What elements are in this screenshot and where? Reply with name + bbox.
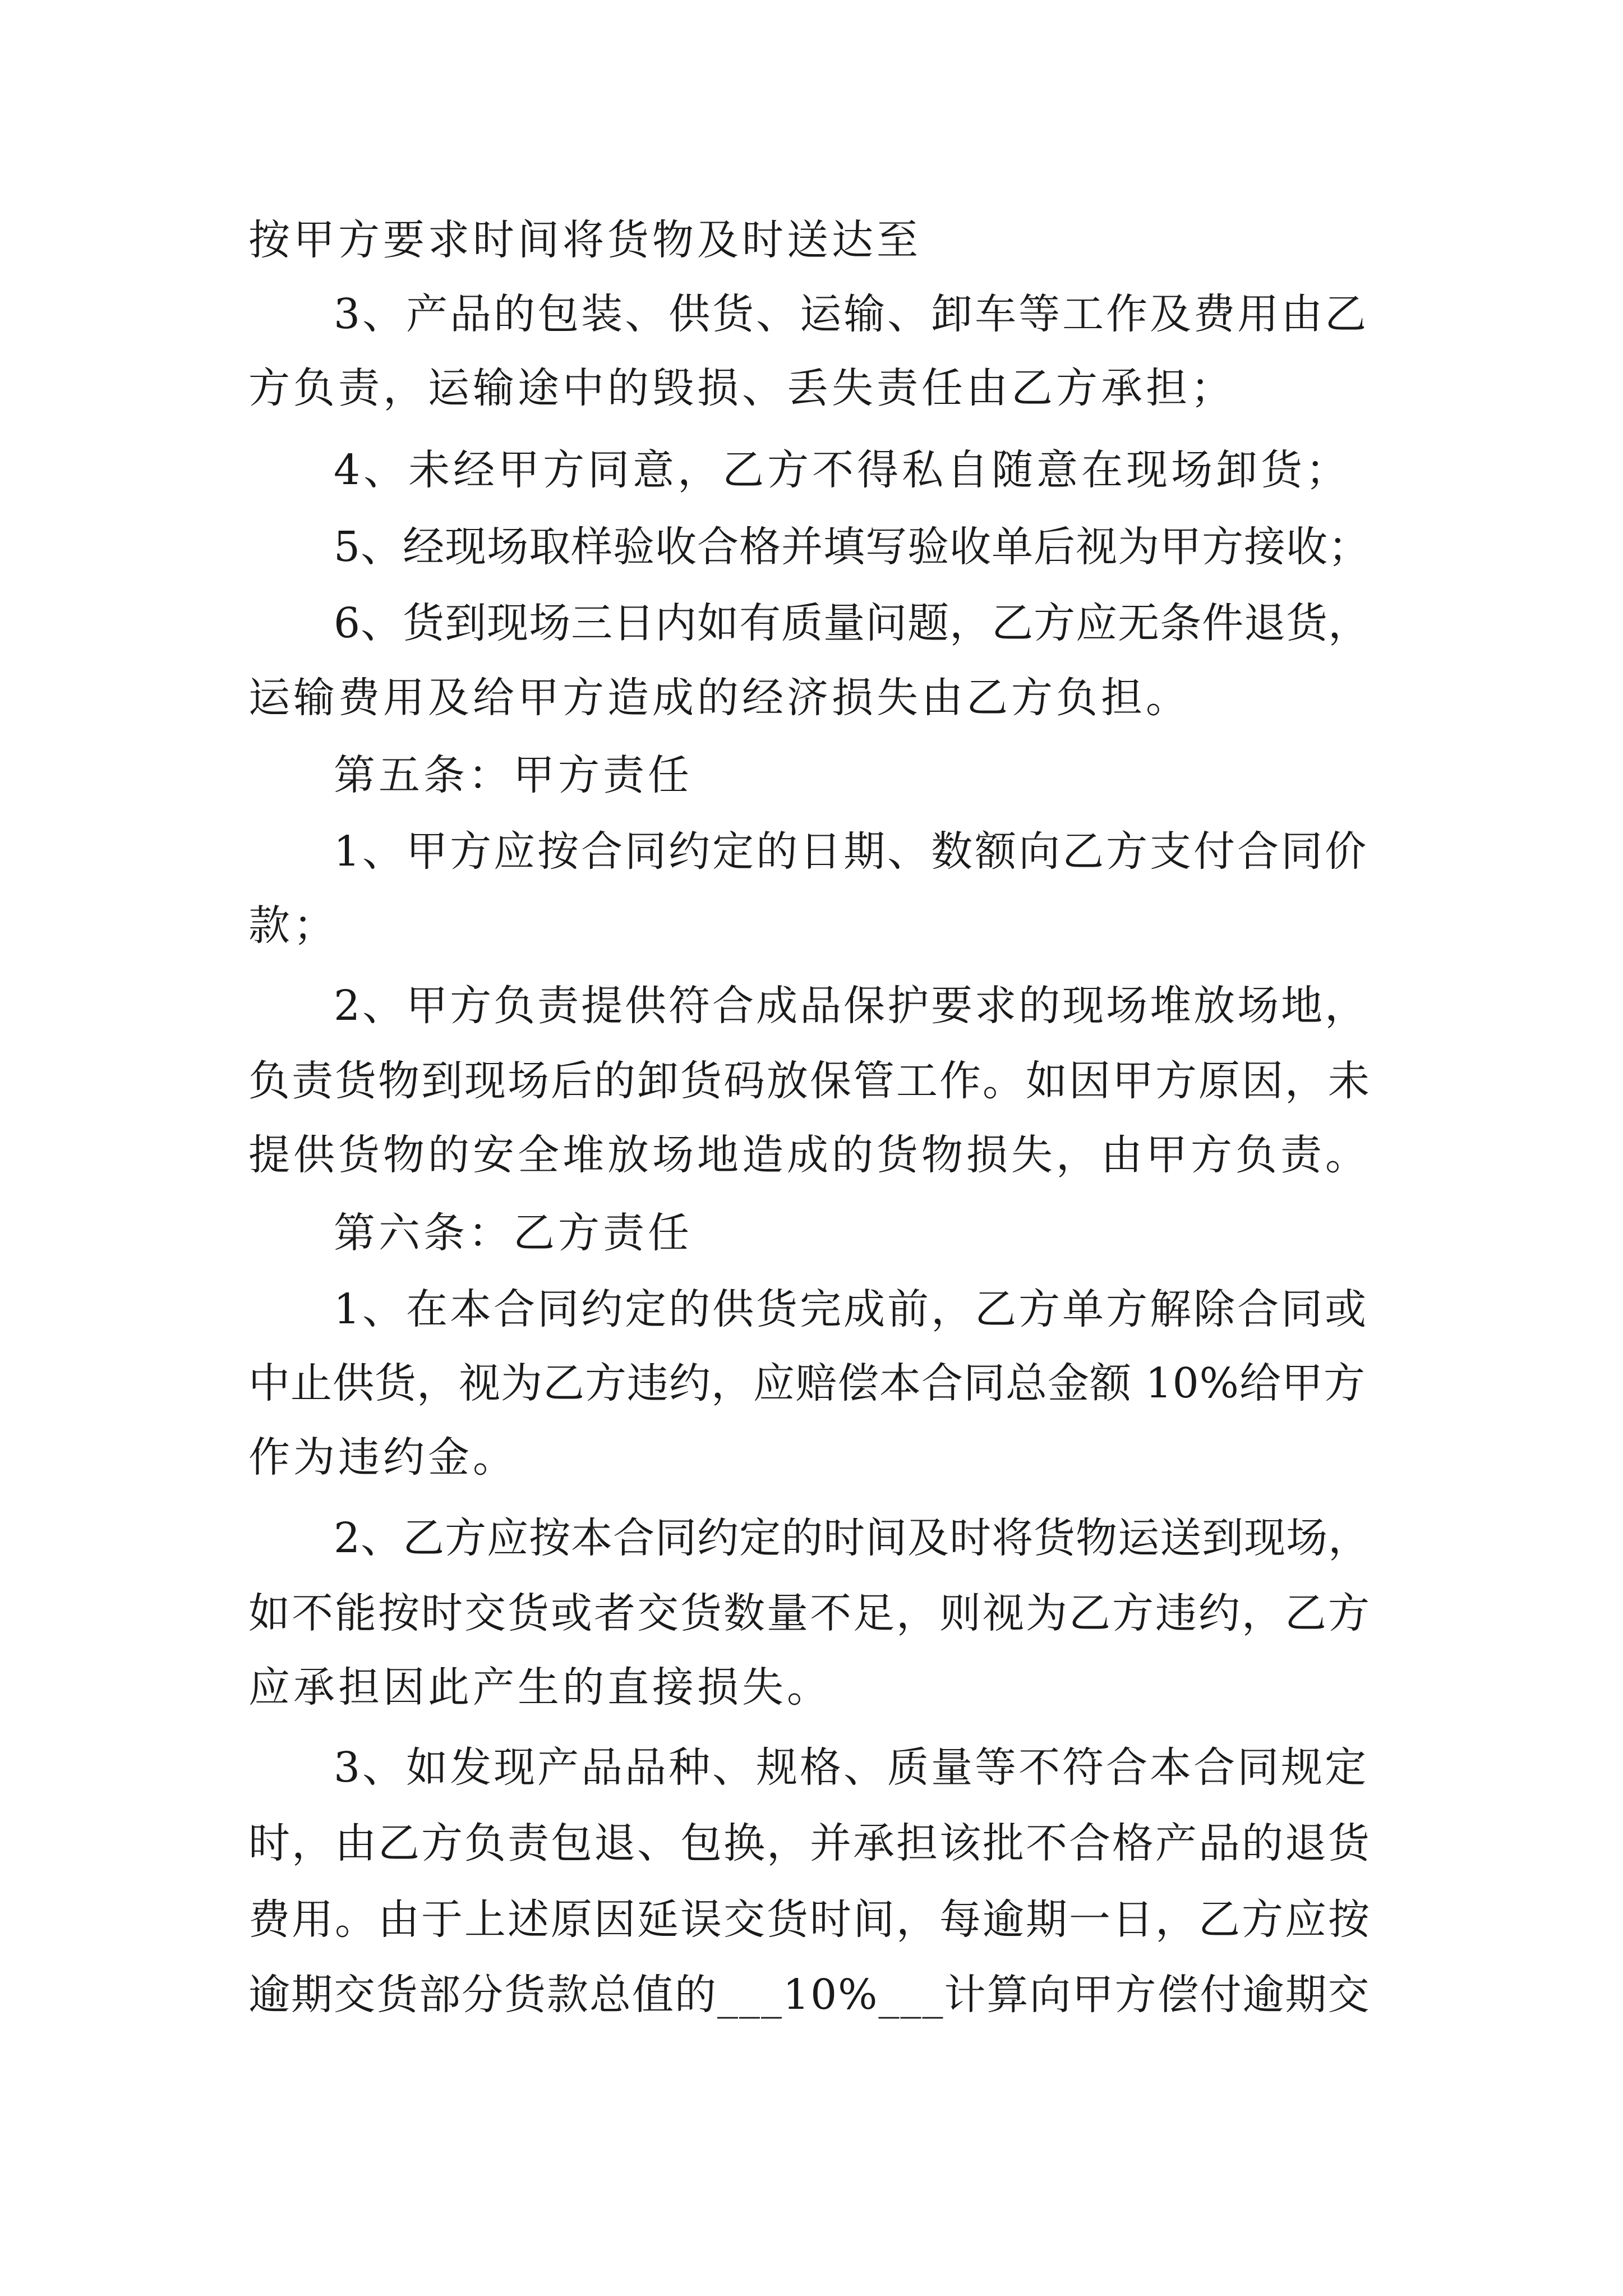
text-line: 负责货物到现场后的卸货码放保管工作。如因甲方原因，未 [248, 1057, 1371, 1105]
text-line: 逾期交货部分货款总值的___10%___计算向甲方偿付逾期交 [248, 1971, 1371, 2019]
text-line: 如不能按时交货或者交货数量不足，则视为乙方违约，乙方 [248, 1589, 1371, 1637]
text-line: 5、经现场取样验收合格并填写验收单后视为甲方接收； [334, 523, 1371, 571]
text-line: 6、货到现场三日内如有质量问题，乙方应无条件退货， [334, 599, 1371, 647]
text-line: 应承担因此产生的直接损失。 [248, 1663, 832, 1711]
text-line: 方负责，运输途中的毁损、丢失责任由乙方承担； [248, 364, 1235, 412]
text-line: 4、未经甲方同意，乙方不得私自随意在现场卸货； [334, 446, 1351, 494]
text-line: 2、甲方负责提供符合成品保护要求的现场堆放场地， [334, 982, 1369, 1030]
text-line: 1、甲方应按合同约定的日期、数额向乙方支付合同价 [334, 827, 1369, 876]
text-line: 费用。由于上述原因延误交货时间，每逾期一日，乙方应按 [248, 1895, 1371, 1944]
text-line: 2、乙方应按本合同约定的时间及时将货物运送到现场， [334, 1514, 1371, 1562]
text-line: 作为违约金。 [248, 1433, 518, 1481]
text-line: 时，由乙方负责包退、包换，并承担该批不合格产品的退货 [248, 1819, 1371, 1867]
text-line: 提供货物的安全堆放场地造成的货物损失，由甲方负责。 [248, 1131, 1370, 1179]
section-heading: 第五条：甲方责任 [334, 751, 693, 799]
text-line: 3、如发现产品品种、规格、质量等不符合本合同规定 [334, 1743, 1369, 1792]
text-line: 中止供货，视为乙方违约，应赔偿本合同总金额 10%给甲方 [248, 1359, 1366, 1407]
text-line: 3、产品的包装、供货、运输、卸车等工作及费用由乙 [334, 290, 1369, 338]
text-line: 款； [248, 901, 338, 950]
text-line: 运输费用及给甲方造成的经济损失由乙方负担。 [248, 674, 1191, 722]
text-line: 按甲方要求时间将货物及时送达至 [248, 216, 921, 264]
section-heading: 第六条：乙方责任 [334, 1209, 693, 1257]
text-line: 1、在本合同约定的供货完成前，乙方单方解除合同或 [334, 1285, 1369, 1333]
